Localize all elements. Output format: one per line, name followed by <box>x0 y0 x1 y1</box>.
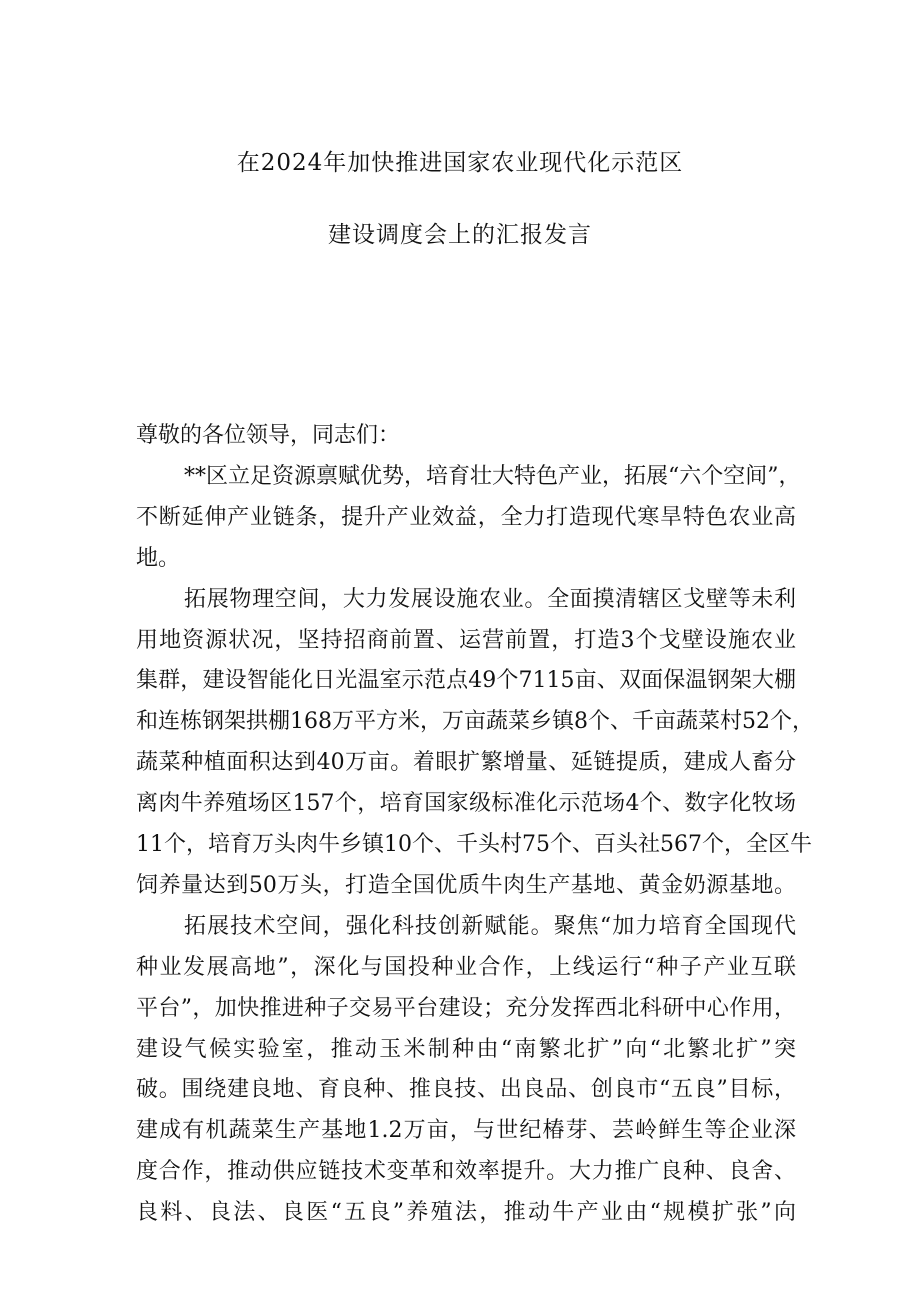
paragraph-line: 和连栋钢架拱棚168万平方米，万亩蔬菜乡镇8个、千亩蔬菜村52个， <box>136 709 814 735</box>
paragraph-line: 良料、良法、良医“五良”养殖法，推动牛产业由“规模扩张”向 <box>136 1200 796 1226</box>
paragraph-line: 拓展技术空间，强化科技创新赋能。聚焦“加力培育全国现代 <box>184 913 796 939</box>
paragraph-line: 离肉牛养殖场区157个，培育国家级标准化示范场4个、数字化牧场 <box>136 791 796 817</box>
paragraph-line: 地。 <box>136 545 181 571</box>
paragraph-line: **区立足资源禀赋优势，培育壮大特色产业，拓展“六个空间”， <box>184 463 801 489</box>
paragraph-line: 平台”，加快推进种子交易平台建设；充分发挥西北科研中心作用， <box>136 995 796 1021</box>
paragraph-line: 破。围绕建良地、育良种、推良技、出良品、创良市“五良”目标， <box>136 1077 796 1103</box>
paragraph-line: 种业发展高地”，深化与国投种业合作，上线运行“种子产业互联 <box>136 954 796 980</box>
paragraph-line: 集群，建设智能化日光温室示范点49个7115亩、双面保温钢架大棚 <box>136 668 796 694</box>
document-title-line-1: 在2024年加快推进国家农业现代化示范区 <box>236 150 684 176</box>
paragraph-line: 用地资源状况，坚持招商前置、运营前置，打造3个戈壁设施农业 <box>136 627 796 653</box>
paragraph-line: 饲养量达到50万头，打造全国优质牛肉生产基地、黄金奶源基地。 <box>136 872 796 898</box>
document-title-line-2: 建设调度会上的汇报发言 <box>328 222 592 248</box>
paragraph-line: 度合作，推动供应链技术变革和效率提升。大力推广良种、良舍、 <box>136 1159 796 1185</box>
salutation: 尊敬的各位领导，同志们： <box>136 423 401 448</box>
paragraph-line: 不断延伸产业链条，提升产业效益，全力打造现代寒旱特色农业高 <box>136 504 796 530</box>
paragraph-line: 建设气候实验室，推动玉米制种由“南繁北扩”向“北繁北扩”突 <box>136 1036 796 1062</box>
paragraph-line: 拓展物理空间，大力发展设施农业。全面摸清辖区戈壁等未利 <box>184 586 796 612</box>
paragraph-line: 11个，培育万头肉牛乡镇10个、千头村75个、百头社567个，全区牛 <box>136 832 812 857</box>
paragraph-line: 建成有机蔬菜生产基地1.2万亩，与世纪椿芽、芸岭鲜生等企业深 <box>136 1118 796 1144</box>
paragraph-line: 蔬菜种植面积达到40万亩。着眼扩繁增量、延链提质，建成人畜分 <box>136 750 796 776</box>
